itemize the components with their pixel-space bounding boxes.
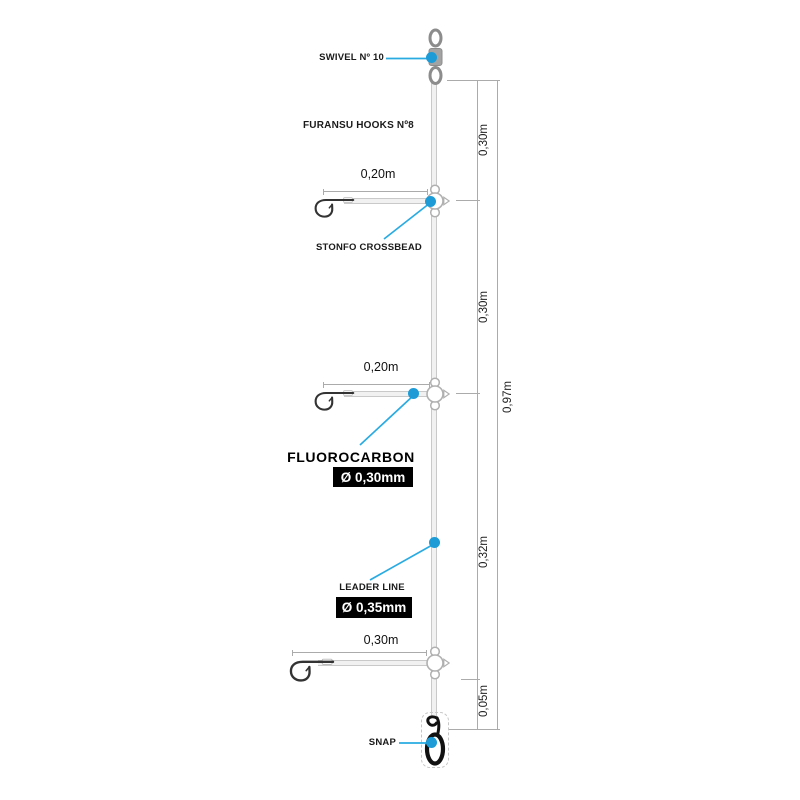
dim-tick-hook-bottom: [461, 679, 480, 680]
snell-top-length: 0,20m: [360, 167, 396, 181]
leader-line-label: LEADER LINE: [339, 582, 405, 593]
hook-icon-middle: [313, 386, 355, 412]
crossbead-icon-middle: [420, 373, 450, 415]
segment-4-length: 0,05m: [478, 685, 490, 717]
hook-icon-bottom: [288, 654, 335, 683]
hook-icon-top: [313, 193, 355, 219]
dim-line-segments: [477, 80, 478, 730]
fluorocarbon-label: FLUOROCARBON: [287, 449, 415, 465]
callout-dot-swivel: [426, 52, 437, 63]
callout-line-fluorocarbon: [360, 395, 414, 445]
dim-tick-snap: [449, 729, 500, 730]
hooks-label: FURANSU HOOKS Nº8: [303, 120, 414, 131]
dim-tick-hook-middle: [456, 393, 480, 394]
snell-bottom-length: 0,30m: [363, 633, 399, 647]
dim-line-snell-top: [323, 189, 428, 195]
snell-middle-length: 0,20m: [363, 360, 399, 374]
segment-2-length: 0,30m: [478, 291, 490, 323]
snell-line-top: [344, 198, 428, 204]
segment-3-length: 0,32m: [478, 536, 490, 568]
total-length: 0,97m: [502, 381, 514, 413]
dim-tick-hook-top: [456, 200, 480, 201]
callout-dot-leader: [429, 537, 440, 548]
crossbead-label: STONFO CROSSBEAD: [316, 242, 422, 253]
callout-dot-crossbead: [425, 196, 436, 207]
callout-line-leader: [370, 544, 434, 580]
dim-tick-swivel: [447, 80, 500, 81]
dim-line-snell-bottom: [292, 650, 427, 656]
callout-dot-snap: [426, 737, 437, 748]
callout-dot-fluorocarbon: [408, 388, 419, 399]
snap-label: SNAP: [368, 737, 396, 748]
leader-diameter-badge: Ø 0,35mm: [336, 597, 412, 618]
crossbead-icon-bottom: [420, 642, 450, 684]
fluorocarbon-diameter-badge: Ø 0,30mm: [333, 467, 413, 487]
segment-1-length: 0,30m: [478, 124, 490, 156]
swivel-label: SWIVEL Nº 10: [319, 52, 384, 63]
dim-line-total: [497, 80, 498, 730]
